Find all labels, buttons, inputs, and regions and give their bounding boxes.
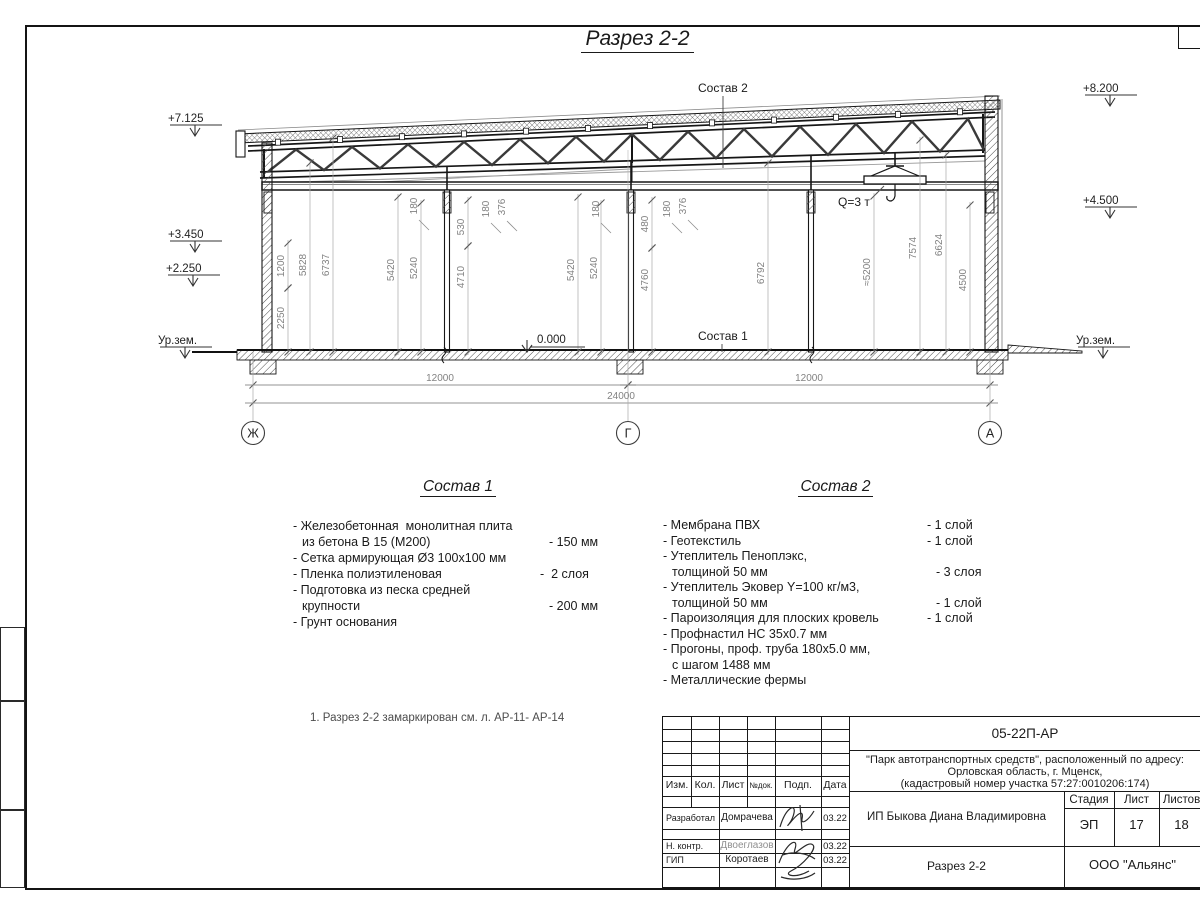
elevation-label: +8.200 bbox=[1083, 83, 1119, 95]
tb-company: ООО "Альянс" bbox=[1089, 857, 1176, 872]
leader-callout-label: Состав 1 bbox=[698, 329, 748, 343]
ground-ramp-right bbox=[1008, 345, 1082, 353]
composition-line: - Профнастил НС 35х0.7 мм bbox=[663, 626, 828, 641]
roof-fascia bbox=[236, 131, 245, 157]
tb-doc-number: 05-22П-АР bbox=[991, 726, 1059, 741]
tb-date: 03.22 bbox=[823, 841, 847, 852]
tb-col-list: Лист bbox=[721, 779, 745, 791]
tb-stage-value: ЭП bbox=[1079, 817, 1099, 832]
composition-1-list bbox=[293, 518, 623, 630]
drawing-note: 1. Разрез 2-2 замаркирован см. л. АР-11- АР-14 bbox=[310, 712, 565, 724]
footing bbox=[250, 360, 276, 374]
tb-col-ndok: №док. bbox=[749, 781, 773, 790]
composition-line: - Мембрана ПВХ - 1 слой bbox=[663, 518, 973, 532]
tb-name: Домрачева bbox=[721, 812, 773, 823]
section-title: Разрез 2-2 bbox=[515, 27, 760, 51]
right-wall bbox=[985, 96, 998, 352]
axis-bubble-label: Ж bbox=[247, 426, 259, 441]
composition-line: толщиной 50 мм - 3 слоя bbox=[672, 564, 982, 579]
composition-1-block bbox=[293, 478, 623, 630]
binding-margin-box bbox=[0, 700, 25, 811]
tb-sheet-name: Разрез 2-2 bbox=[927, 859, 986, 873]
composition-line: толщиной 50 мм - 1 слой bbox=[672, 595, 982, 610]
tb-date: 03.22 bbox=[823, 855, 847, 866]
dimension-callout: 180 bbox=[409, 197, 420, 215]
column bbox=[809, 190, 814, 352]
column bbox=[629, 190, 634, 352]
composition-line: - Прогоны, проф. труба 180х5.0 мм, bbox=[663, 642, 871, 656]
composition-line: - Пароизоляция для плоских кровель - 1 слой bbox=[663, 611, 973, 625]
tb-role: Н. контр. bbox=[666, 841, 704, 851]
elevation-label: +3.450 bbox=[168, 229, 204, 241]
composition-2-block bbox=[663, 478, 1008, 689]
dimension-label: 4710 bbox=[456, 265, 467, 289]
composition-line: - Пленка полиэтиленовая - 2 слоя bbox=[293, 567, 589, 581]
dimension-label: 12000 bbox=[426, 373, 454, 384]
dimension-label: 1200 bbox=[276, 254, 287, 278]
tb-col-podp: Подп. bbox=[784, 779, 812, 791]
footing bbox=[617, 360, 643, 374]
tb-sheets-value: 18 bbox=[1174, 817, 1189, 832]
tb-col-kol: Кол. bbox=[694, 779, 716, 791]
composition-line: - Утеплитель Эковер Y=100 кг/м3, bbox=[663, 580, 860, 594]
composition-line: с шагом 1488 мм bbox=[672, 657, 771, 672]
title-block bbox=[662, 716, 1200, 888]
tb-project-line: Орловская область, г. Мценск, bbox=[947, 766, 1103, 778]
composition-line: - Подготовка из песка средней bbox=[293, 583, 471, 597]
leader-callout-label: Состав 2 bbox=[698, 81, 748, 95]
composition-line: - Сетка армирующая Ø3 100х100 мм bbox=[293, 551, 507, 565]
dimension-label: 5828 bbox=[298, 253, 309, 277]
dimension-label: 4760 bbox=[640, 268, 651, 292]
dimension-label: ≈5200 bbox=[862, 258, 873, 286]
composition-2-list bbox=[663, 518, 1008, 689]
dimension-callout: 376 bbox=[678, 197, 689, 215]
elevation-label: +2.250 bbox=[166, 263, 202, 275]
dimension-label: 24000 bbox=[607, 391, 635, 402]
dimension-callout: 376 bbox=[497, 198, 508, 216]
composition-line: крупности - 200 мм bbox=[302, 599, 599, 613]
tb-project-line: "Парк автотранспортных средств", расположенный по адресу: bbox=[866, 754, 1184, 766]
composition-line: - Металлические фермы bbox=[663, 673, 807, 687]
composition-line: из бетона В 15 (М200) - 150 мм bbox=[302, 535, 599, 549]
dimension-label: 12000 bbox=[795, 373, 823, 384]
composition-2-title: Состав 2 bbox=[663, 478, 1008, 496]
elevation-label: +4.500 bbox=[1083, 195, 1119, 207]
zero-level-label: 0.000 bbox=[537, 334, 566, 346]
dimension-label: 2250 bbox=[276, 306, 287, 330]
tb-client: ИП Быкова Диана Владимировна bbox=[866, 811, 1047, 823]
dimension-label: 5240 bbox=[589, 256, 600, 280]
binding-margin-box bbox=[0, 809, 25, 888]
tb-col-data: Дата bbox=[823, 779, 847, 791]
dimension-callout: 180 bbox=[591, 200, 602, 218]
composition-line: - Грунт основания bbox=[293, 615, 398, 629]
tb-role: ГИП bbox=[666, 855, 684, 865]
crane-capacity-label: Q=3 т bbox=[838, 195, 870, 209]
tb-stage-label: Стадия bbox=[1069, 794, 1109, 806]
tb-col-izm: Изм. bbox=[665, 779, 689, 791]
dimension-label: 480 bbox=[640, 215, 651, 233]
dimension-label: 6737 bbox=[321, 253, 332, 277]
axis-bubble-label: А bbox=[985, 426, 995, 441]
elevation-label: Ур.зем. bbox=[1076, 335, 1116, 347]
dimension-callout: 180 bbox=[481, 200, 492, 218]
composition-line: - Геотекстиль - 1 слой bbox=[663, 533, 973, 548]
dimension-label: 5420 bbox=[386, 258, 397, 282]
dimension-label: 5240 bbox=[409, 256, 420, 280]
signature bbox=[773, 833, 821, 883]
tb-sheets-label: Листов bbox=[1162, 794, 1200, 806]
elevation-label: Ур.зем. bbox=[158, 335, 198, 347]
dimension-label: 6624 bbox=[934, 233, 945, 257]
signature bbox=[776, 801, 820, 835]
dimension-callout: 180 bbox=[662, 200, 673, 218]
tb-name: Коротаев bbox=[725, 854, 769, 865]
column bbox=[445, 190, 450, 352]
dimension-label: 4500 bbox=[958, 268, 969, 292]
dimension-label: 6792 bbox=[756, 261, 767, 285]
tb-project-line: (кадастровый номер участка 57:27:0010206:174) bbox=[900, 778, 1150, 790]
dimension-label: 5420 bbox=[566, 258, 577, 282]
binding-margin-box bbox=[0, 627, 25, 702]
elevation-label: +7.125 bbox=[168, 113, 204, 125]
axis-bubble-label: Г bbox=[624, 426, 632, 441]
composition-line: - Утеплитель Пеноплэкс, bbox=[663, 549, 808, 563]
left-wall bbox=[262, 143, 272, 352]
tb-name: Двоеглазов bbox=[720, 840, 774, 851]
tb-sheet-label: Лист bbox=[1124, 794, 1149, 806]
dimension-label: 530 bbox=[456, 218, 467, 236]
dimension-label: 7574 bbox=[908, 236, 919, 260]
tb-role: Разработал bbox=[666, 813, 715, 823]
composition-1-title: Состав 1 bbox=[293, 478, 623, 496]
tb-sheet-value: 17 bbox=[1129, 817, 1144, 832]
tb-date: 03.22 bbox=[823, 813, 847, 824]
composition-line: - Железобетонная монолитная плита bbox=[293, 519, 513, 533]
